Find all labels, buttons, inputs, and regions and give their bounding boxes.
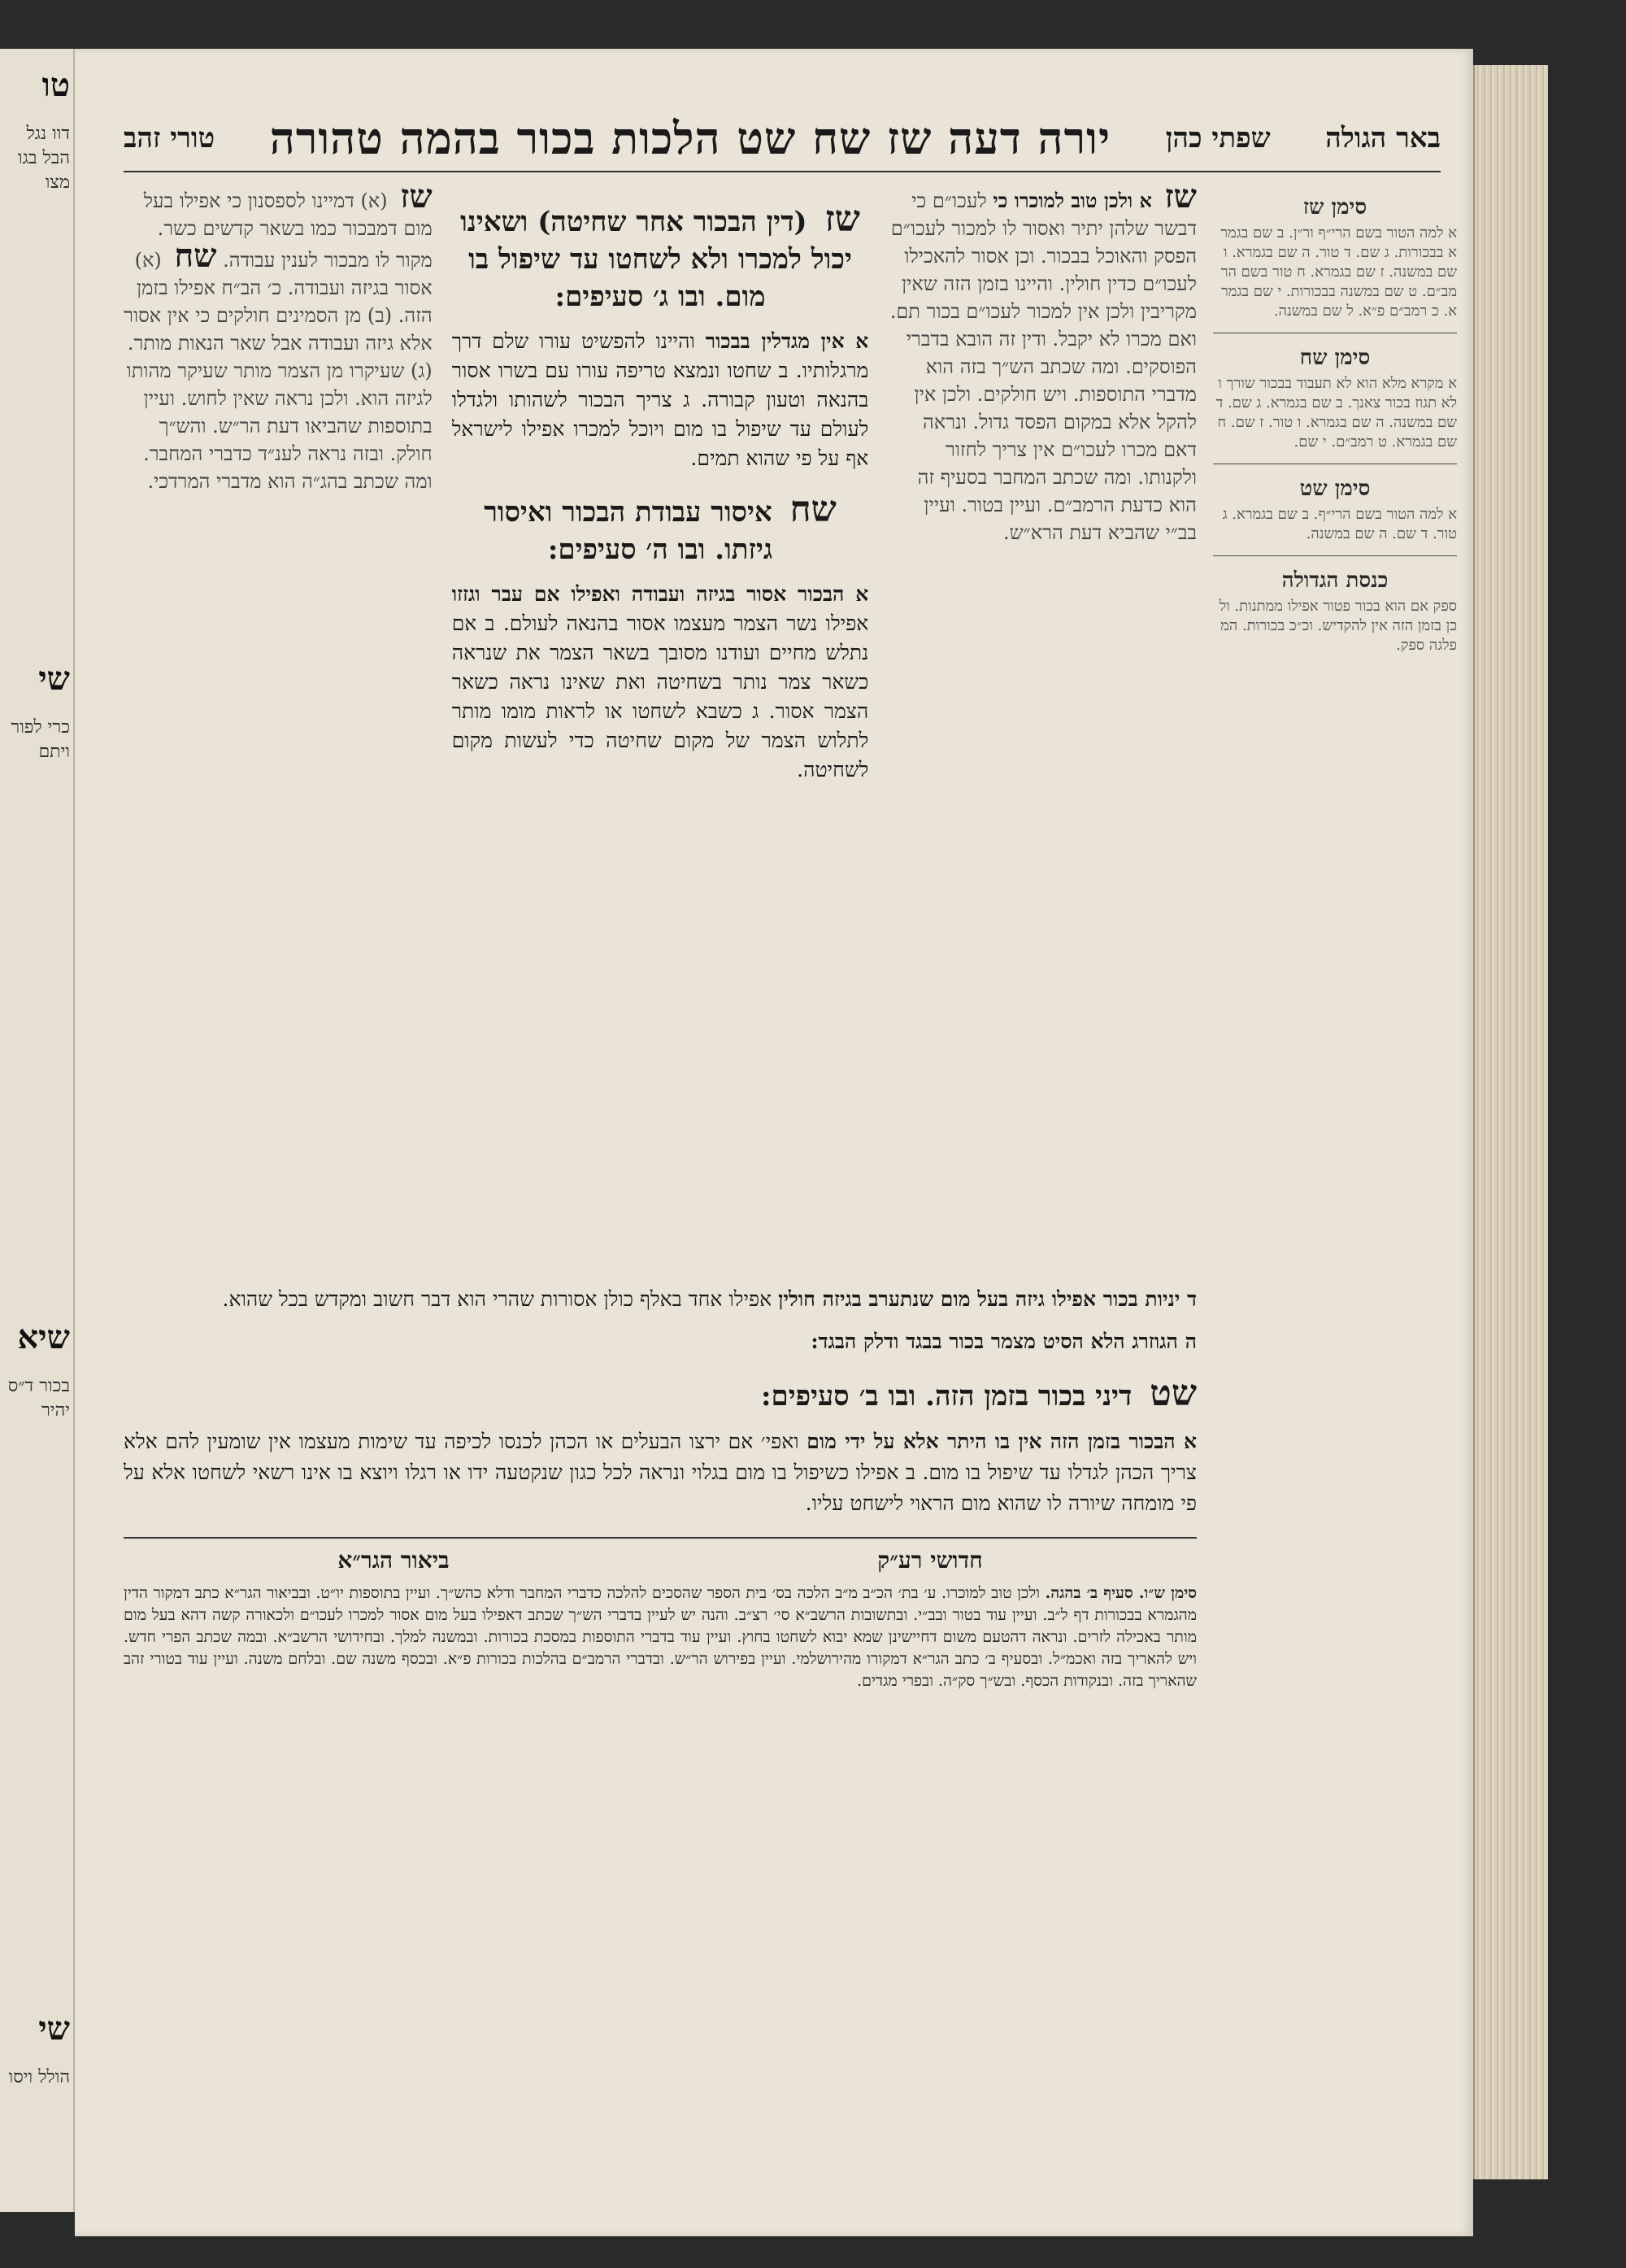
section-title (452, 198, 869, 316)
shach-body: לעכו״ם כי דבשר שלהן יתיר ואסור לו למכור לעכו״ם הפסק והאוכל בבכור. וכן אסור להאכילו לעכו״ם כדין חולין. והיינו בזמן הזה שאין מקריבין ולכן אין למכור לעכו״ם בכור תם. ואם מכרו לא יקבל. ודין זה הובא בדברי הפוסקים. ומה שכתב הש״ך בזה הוא מדברי התוספות. ויש חולקים. ולכן אין להקל אלא במקום הפסד גדול. ונראה דאם מכרו לעכו״ם אין צריך לחזור ולקנותו. ומה שכתב המחבר בסעיף זה הוא כדעת הרמב״ם. ועיין בטור. ועיין בב״י שהביא דעת הרא״ש. (889, 189, 1197, 544)
margin-text: א למה הטור בשם הרי״ף. ב שם בגמרא. ג טור. ד שם. ה שם במשנה. (1222, 506, 1457, 542)
margin-text: א מקרא מלא הוא לא תעבוד בבכור שורך ולא תגוז בכור צאנך. ב שם בגמרא. ג שם. ד שם במשנה. ה שם בגמרא. ו טור. ז שם. ח שם בגמרא. ט רמב״ם. י שם. (1215, 375, 1457, 451)
section-title (452, 491, 869, 568)
section-heading: (דין הבכור אחר שחיטה) ושאינו יכול למכרו ולא לשחטו עד שיפול בו מום. ובו ג׳ סעיפים: (460, 206, 852, 313)
section-number: שח (789, 489, 837, 530)
page-edge-stack (1473, 65, 1548, 2179)
paragraph-text: ה הגוזרג הלא הסיט מצמר בכור בבגד ודלק הבגד: (811, 1330, 1197, 1353)
margin-siman-heading: סימן שח (1299, 346, 1371, 370)
shach-text-start: א ולכן טוב למוכרו כי (993, 189, 1152, 212)
left-page-text: הולל ויסו (8, 2067, 70, 2087)
margin-siman-heading: סימן שז (1302, 195, 1367, 220)
page-title: יורה דעה שז שח שט הלכות בכור בהמה טהורה (269, 112, 1111, 164)
center-column (452, 183, 869, 1273)
upper-columns (124, 183, 1197, 1273)
taz-body: (א) דמיינו לספסנון כי אפילו בעל מום דמבכור כמו בשאר קדשים כשר. מקור לו מבכור לענין עבודה. (143, 189, 433, 272)
header-right-inner: שפתי כהן (1165, 122, 1271, 155)
commentary-text: סימן ש״ו. סעיף ב׳ בהגה. ולכן טוב למוכרו. ע׳ בת׳ הכ״ב מ״ב הלכה בס׳ בית הספר שהסכים להלכה כדברי המחבר ודלא כהש״ך. ועיין בתוספות יו״ט. ובביאור הגר״א כתב דמקור הדין מהגמרא בבכורות דף ל״ב. ועיין עוד בטור ובב״י. ובתשובות הרשב״א סי׳ רצ״ב. והנה יש לעיין בדברי הש״ך שכתב דאפילו בעל מום אסור למכרו לעכו״ם ולכאורה קשה דהא בעל מום מותר באכילה לזרים. ונראה דהטעם משום דחיישינן שמא יבוא לשחטו בחוץ. ועיין עוד בדברי התוספות במסכת בכורות. ובמשנה למלך. ובחידושי הרשב״א. ובמה שכתב הפרי חדש. ויש להאריך בזה ואכמ״ל. ובסעיף ב׳ כתב הגר״א דמקורו מהירושלמי. ועיין בפירוש הר״ש. ובדברי הרמב״ם בהלכות בכורות פ״א. ובכסף משנה שם. ובלחם משנה. ועיין עוד בטורי זהב שהאריך בזה. ובנקודות הכסף. ובש״ך סק״ה. ובפרי מגדים. (124, 1584, 1197, 1690)
full-width-paragraph (124, 1326, 1197, 1357)
section-title (124, 1375, 1197, 1415)
section-number: שט (1150, 1373, 1197, 1414)
margin-text: ספק אם הוא בכור פטור אפילו ממתנות. ולכן בזמן הזה אין להקדיש. וכ״כ בכורות. המפלגה ספק. (1219, 598, 1457, 654)
section-opening: א הבכור אסור בגיזה ועבודה ואפילו אם עבר וגזזו (451, 582, 869, 606)
left-page-text: כרי לפור ויתם (11, 717, 70, 762)
taz-body: (א) אסור בגיזה ועבודה. כ׳ הב״ח אפילו בזמן הזה. (ב) מן הסמינים חולקים כי אין אסור אלא גיזה ועבודה אבל שאר הנאות מותר. (ג) שעיקרו מן הצמר מותר שעיקר מהותו לגיזה הוא. ולכן נראה שאין לחוש. ועיין בתוספות שהביאו דעת הר״ש. והש״ך חולק. ובזה נראה לענ״ד כדברי המחבר. ומה שכתב בהג״ה הוא מדברי המרדכי. (124, 249, 433, 493)
left-page-edge (0, 49, 76, 2212)
section-opening: א הבכור בזמן הזה אין בו היתר אלא על ידי מום (806, 1430, 1197, 1453)
baer-hagola-margin (1213, 183, 1457, 2139)
siman-marker: שז (400, 183, 433, 215)
page-header (124, 106, 1441, 172)
section-body: א אין מגדלין בבכור והיינו להפשיט עורו שלם דרך מרגלותיו. ב שחטו ונמצא טריפה עורו עם בשרו אסור בהנאה וטעון קבורה. ג צריך הבכור לשהותו ולגדלו לעולם עד שיפול בו מום ויוכל למכרו אפילו לישראל אף על פי שהוא תמים. (451, 329, 869, 470)
shach-column (888, 183, 1197, 1273)
margin-knesset-heading: כנסת הגדולה (1281, 568, 1389, 593)
left-page-text: בכור ד״ס יהיר (7, 1376, 70, 1421)
taz-column (124, 183, 433, 1273)
paragraph-text: ד יניות בכור אפילו גיזה בעל מום שנתערב בגיזה חולין (778, 1287, 1197, 1311)
left-page-fragment: טו (41, 66, 70, 104)
book-page (75, 49, 1473, 2236)
section-number: שז (824, 198, 860, 240)
siman-marker: שז (1164, 183, 1197, 215)
commentary-headings (124, 1547, 1197, 1574)
siman-marker: שח (174, 237, 217, 275)
section-heading: דיני בכור בזמן הזה. ובו ב׳ סעיפים: (760, 1380, 1133, 1413)
header-left-label: טורי זהב (124, 122, 215, 155)
margin-siman-heading: סימן שט (1299, 477, 1371, 501)
section-opening: א אין מגדלין בבכור (705, 329, 869, 353)
left-page-fragment: שי (38, 660, 70, 698)
section-body: א הבכור אסור בגיזה ועבודה ואפילו אם עבר וגזזו אפילו נשר הצמר מעצמו אסור בהנאה לעולם. ב אם נתלש מחיים ועודנו מסובך בשאר הצמר את שנראה כשאר צמר נותר בשחיטה ואת שאינו נראה כשאר הצמר אסור. ג כשבא לשחטו או לראות מומו מותר לתלוש הצמר של מקום שחיטה כדי לעשות מקום לשחיטה. (451, 582, 869, 781)
main-content (124, 183, 1197, 2139)
commentary-heading: ביאור הגר״א (337, 1547, 450, 1574)
section-heading: איסור עבודת הבכור ואיסור גיזתו. ובו ה׳ סעיפים: (484, 496, 773, 566)
left-page-fragment: שיא (17, 1318, 70, 1356)
header-right-label: באר הגולה (1325, 122, 1441, 155)
full-width-paragraph: ד יניות בכור אפילו גיזה בעל מום שנתערב בגיזה חולין אפילו אחד באלף כולן אסורות שהרי הוא דבר חשוב ומקדש בכל שהוא. (222, 1287, 1197, 1311)
margin-text: א למה הטור בשם הרי״ף ור״ן. ב שם בגמרא בבכורות. ג שם. ד טור. ה שם בגמרא. ו שם במשנה. ז שם בגמרא. ח טור בשם הרמב״ם. ט שם במשנה בבכורות. י שם בגמרא. כ רמב״ם פ״א. ל שם במשנה. (1220, 224, 1457, 320)
commentary-opening: סימן ש״ו. סעיף ב׳ בהגה. (1045, 1584, 1197, 1602)
left-page-fragment: שי (38, 2009, 70, 2048)
left-page-text: דוו נגל הבל בגו מצו (17, 124, 70, 193)
commentary-heading: חדושי רע״ק (877, 1547, 983, 1574)
section-body: א הבכור בזמן הזה אין בו היתר אלא על ידי מום ואפי׳ אם ירצו הבעלים או הכהן לכנסו לכיפה עד שימות מעצמו אין שומעין להם אלא צריך הכהן לגדלו עד שיפול בו מום. ב אפילו כשיפול בו מום בגלוי ונראה לכל כגון שנקטעה ידו או רגלו ויוצא בו אינו רשאי לשחטו אלא על פי מומחה שיורה לו שהוא מום הראוי לישחט עליו. (124, 1430, 1197, 1515)
